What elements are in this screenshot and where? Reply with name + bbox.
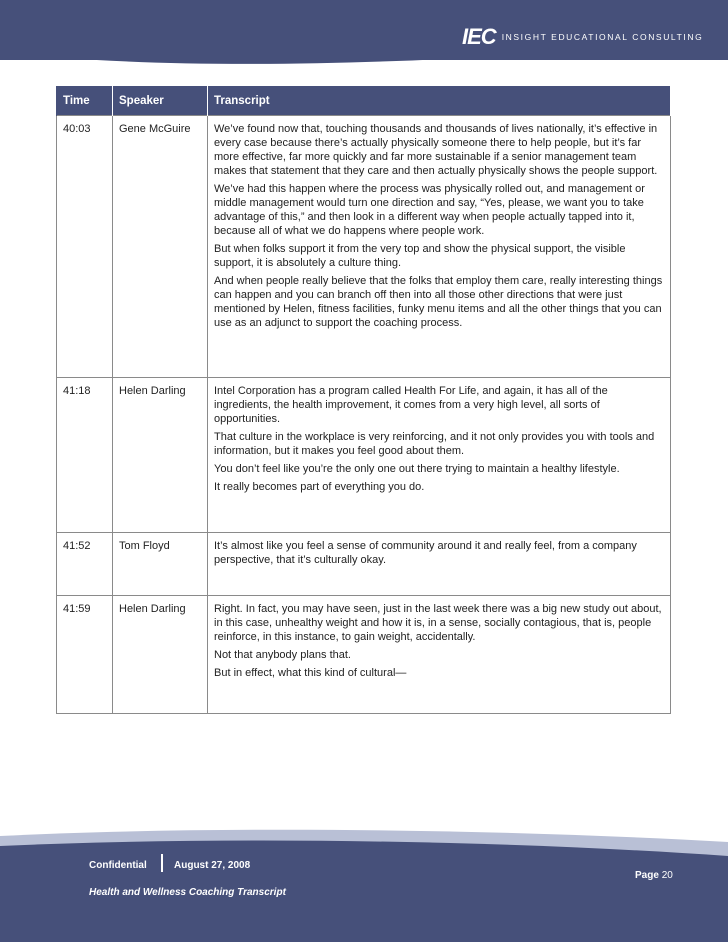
transcript-paragraph: It’s almost like you feel a sense of community around it and really feel, from a company perspective, that it’s culturally okay. xyxy=(214,540,637,566)
page-number: 20 xyxy=(661,870,673,881)
table-row xyxy=(57,116,671,378)
time-cell: 41:18 xyxy=(57,378,113,533)
speaker-cell: Helen Darling xyxy=(113,378,208,533)
transcript-paragraph: We’ve had this happen where the process was physically rolled out, and management or middle management would turn one direction and say, “Yes, please, we want you to take advantage of this,” and then look in a different way when people actually tapped into it, because all of what we do happens where people work. xyxy=(214,183,645,237)
time-cell: 40:03 xyxy=(57,116,113,378)
transcript-paragraph: Intel Corporation has a program called Health For Life, and again, it has all of the ingredients, the health improvement, it comes from a very high level, all sorts of opportunities. xyxy=(214,385,608,425)
column-header-time: Time xyxy=(57,86,113,116)
footer-separator xyxy=(161,854,163,872)
table-row xyxy=(57,596,671,714)
transcript-paragraph: But when folks support it from the very top and show the physical support, the visible support, it is absolutely a culture thing. xyxy=(214,243,626,269)
transcript-paragraph: Right. In fact, you may have seen, just in the last week there was a big new study out about, in this case, unhealthy weight and how it is, in a sense, socially contagious, that is, people reinforce, in this instance, to gain weight, accidentally. xyxy=(214,603,662,643)
table-row xyxy=(57,378,671,533)
column-header-speaker: Speaker xyxy=(113,86,208,116)
page-label: Page xyxy=(635,870,659,881)
time-cell: 41:59 xyxy=(57,596,113,714)
transcript-cell xyxy=(208,533,671,596)
transcript-cell xyxy=(208,378,671,533)
speaker-cell: Gene McGuire xyxy=(113,116,208,378)
footer-confidential: Confidential xyxy=(89,860,147,871)
transcript-cell xyxy=(208,596,671,714)
time-cell: 41:52 xyxy=(57,533,113,596)
transcript-paragraph: We’ve found now that, touching thousands and thousands of lives nationally, it’s effective in every case because there’s actually physically someone there to help people, but it’s far more effective, far more quickly and far more sustainable if a senior management team makes that statement that they care and then actually physically shows the people support. xyxy=(214,123,658,177)
transcript-paragraph: Not that anybody plans that. xyxy=(214,649,351,661)
column-header-transcript: Transcript xyxy=(208,86,671,116)
transcript-paragraph: But in effect, what this kind of cultural— xyxy=(214,667,407,679)
speaker-cell: Helen Darling xyxy=(113,596,208,714)
logo-mark: IEC xyxy=(462,24,496,49)
transcript-paragraph: You don’t feel like you’re the only one out there trying to maintain a healthy lifestyle. xyxy=(214,463,620,475)
transcript-paragraph: It really becomes part of everything you do. xyxy=(214,481,425,493)
transcript-table xyxy=(56,86,671,714)
table-row xyxy=(57,533,671,596)
company-logo xyxy=(462,24,703,50)
table-header-row xyxy=(57,86,671,116)
transcript-paragraph: That culture in the workplace is very reinforcing, and it not only provides you with tools and information, but it makes you feel good about them. xyxy=(214,431,655,457)
transcript-paragraph: And when people really believe that the folks that employ them care, really interesting things can happen and you can branch off then into all those other directions that were just mentioned by Helen, fitness facilities, funky menu items and all the other things that you can use as an adjunct to support the coaching process. xyxy=(214,275,663,329)
footer-page-number xyxy=(635,870,673,881)
logo-company-name: INSIGHT EDUCATIONAL CONSULTING xyxy=(501,32,704,42)
footer-date: August 27, 2008 xyxy=(174,860,251,871)
speaker-cell: Tom Floyd xyxy=(113,533,208,596)
page-footer xyxy=(0,850,728,942)
transcript-cell xyxy=(208,116,671,378)
footer-document-title: Health and Wellness Coaching Transcript xyxy=(89,887,286,898)
